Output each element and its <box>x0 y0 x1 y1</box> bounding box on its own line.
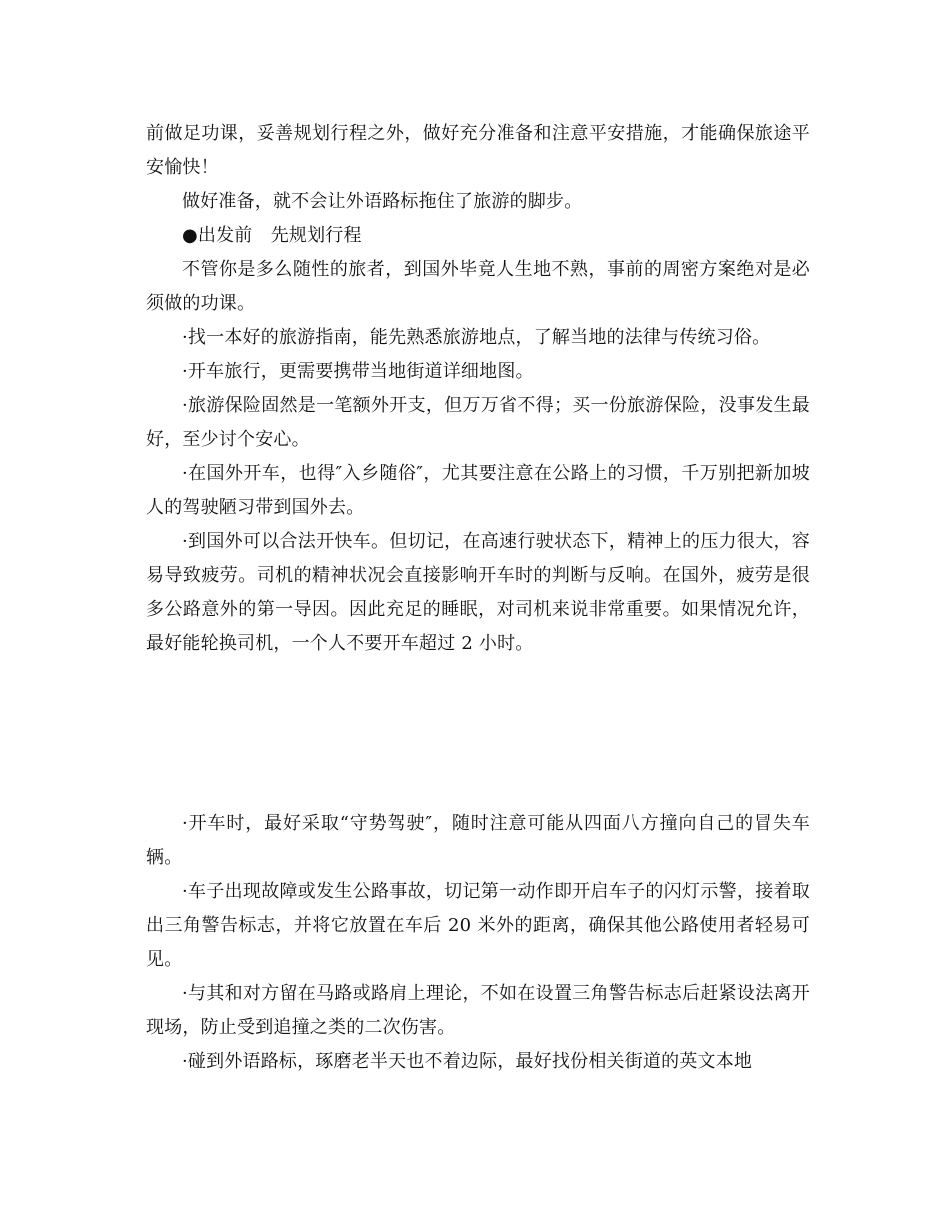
list-item: ·碰到外语路标，琢磨老半天也不着边际，最好找份相关街道的英文本地 <box>182 1051 753 1072</box>
paragraph: 前做足功课，妥善规划行程之外，做好充分准备和注意平安措施，才能确保旅途平安愉快！ <box>146 123 810 178</box>
list-item: ·在国外开车，也得″入乡随俗″，尤其要注意在公路上的习惯，千万别把新加坡人的驾驶陋习带到国外去。 <box>146 463 810 518</box>
list-item: ·到国外可以合法开快车。但切记，在高速行驶状态下，精神上的压力很大，容易导致疲劳。司机的精神状况会直接影响开车时的判断与反响。在国外，疲劳是很多公路意外的第一导因。因此充足的睡眠，对司机来说非常重要。如果情况允许，最好能轮换司机，一个人不要开车超过 2 小时。 <box>146 531 810 654</box>
list-item: ·与其和对方留在马路或路肩上理论，不如在设置三角警告标志后赶紧设法离开现场，防止受到追撞之类的二次伤害。 <box>146 983 810 1038</box>
list-item: ·旅游保险固然是一笔额外开支，但万万省不得；买一份旅游保险，没事发生最好，至少讨个安心。 <box>146 395 810 450</box>
section-heading: ●出发前 先规划行程 <box>182 225 362 246</box>
paragraph: 不管你是多么随性的旅者，到国外毕竟人生地不熟，事前的周密方案绝对是必须做的功课。 <box>146 259 810 314</box>
paragraph: 做好准备，就不会让外语路标拖住了旅游的脚步。 <box>182 191 583 212</box>
list-item: ·开车旅行，更需要携带当地街道详细地图。 <box>182 361 534 382</box>
text-block-bottom <box>146 807 810 1079</box>
text-block-top <box>146 117 810 661</box>
list-item: ·车子出现故障或发生公路事故，切记第一动作即开启车子的闪灯示警，接着取出三角警告标志，并将它放置在车后 20 米外的距离，确保其他公路使用者轻易可见。 <box>146 881 810 970</box>
list-item: ·找一本好的旅游指南，能先熟悉旅游地点，了解当地的法律与传统习俗。 <box>182 327 771 348</box>
list-item: ·开车时，最好采取“守势驾驶″，随时注意可能从四面八方撞向自己的冒失车辆。 <box>146 813 810 868</box>
